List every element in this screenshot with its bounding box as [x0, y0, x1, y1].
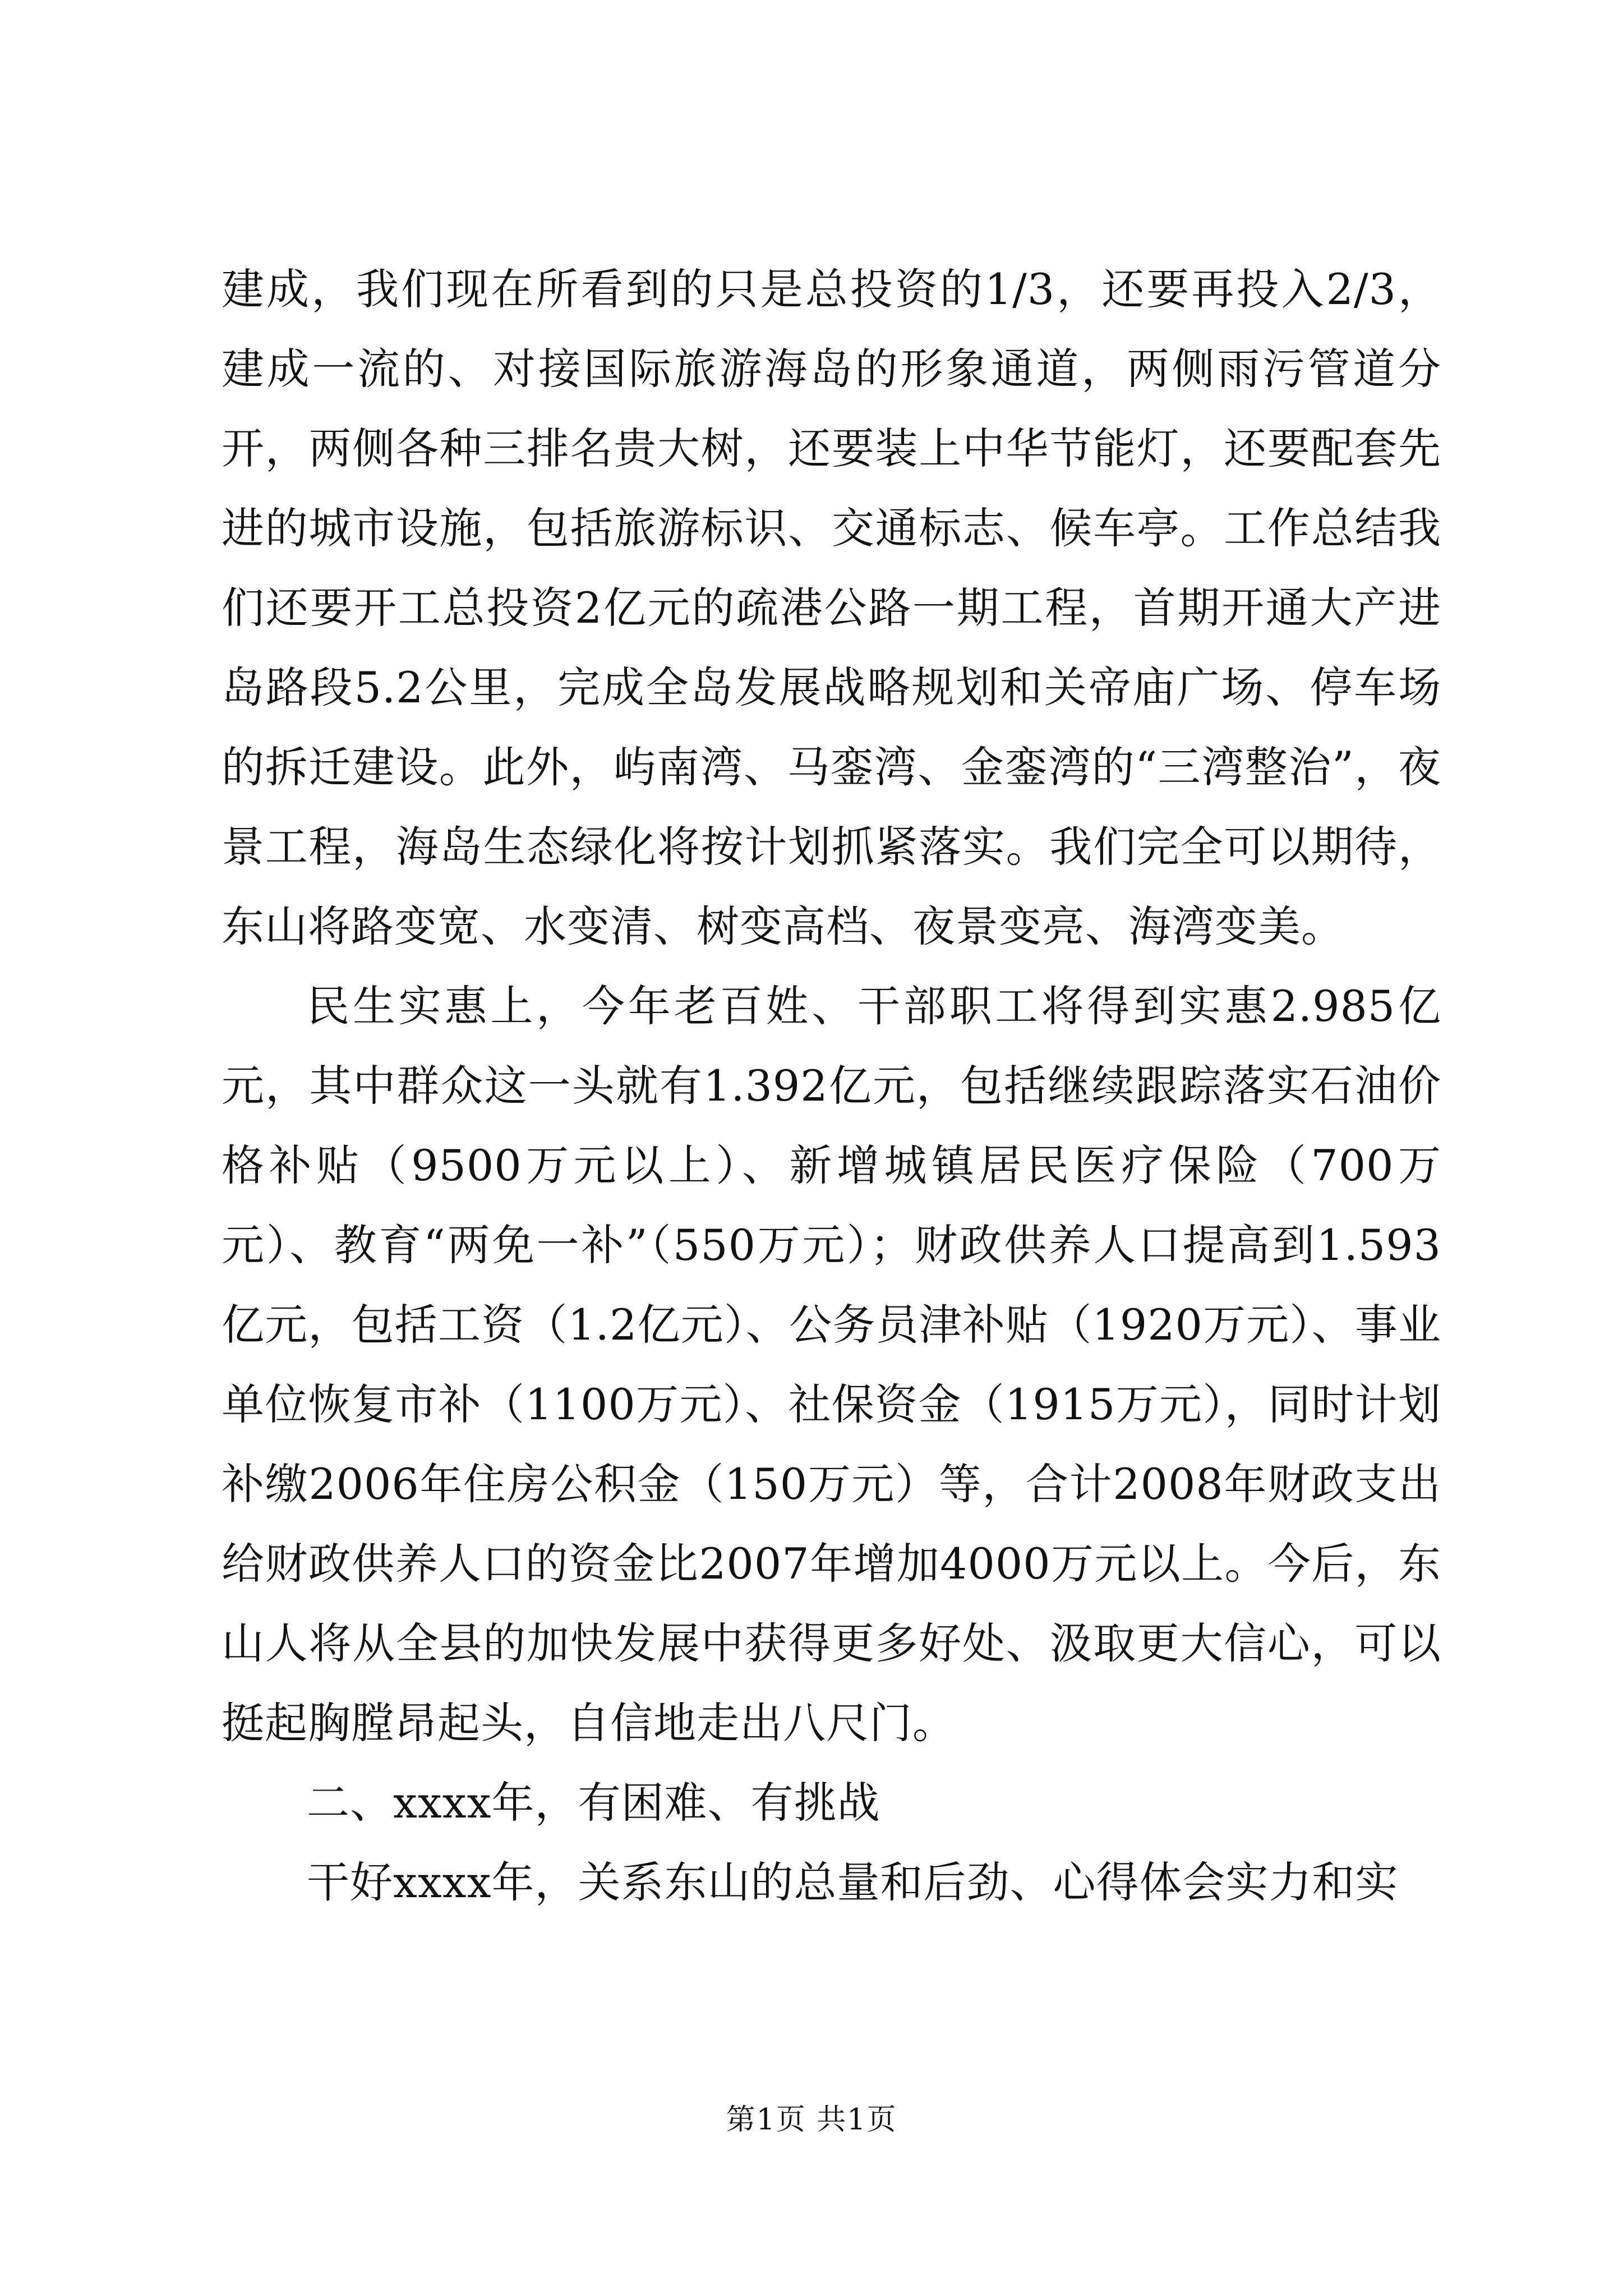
section-heading-2: 二、xxxx年，有困难、有挑战: [307, 1778, 880, 1828]
paragraph-section-2-start: 干好xxxx年，关系东山的总量和后劲、心得体会实力和实: [307, 1857, 1399, 1907]
paragraph-continuation: 建成，我们现在所看到的只是总投资的1/3，还要再投入2/3，建成一流的、对接国际旅游海岛的形象通道，两侧雨污管道分开，两侧各种三排名贵大树，还要装上中华节能灯，还要配套先进的城市设施，包括旅游标识、交通标志、候车亭。工作总结我们还要开工总投资2亿元的疏港公路一期工程，首期开通大产进岛路段5.2公里，完成全岛发展战略规划和关帝庙广场、停车场的拆迁建设。此外，屿南湾、马銮湾、金銮湾的“三湾整治”，夜景工程，海岛生态绿化将按计划抓紧落实。我们完全可以期待，东山将路变宽、水变清、树变高档、夜景变亮、海湾变美。: [222, 264, 1441, 951]
document-body: [222, 250, 1441, 1922]
paragraph-livelihood-benefits: 民生实惠上，今年老百姓、干部职工将得到实惠2.985亿元，其中群众这一头就有1.392亿元，包括继续跟踪落实石油价格补贴（9500万元以上）、新增城镇居民医疗保险（700万元）、教育“两免一补”（550万元）；财政供养人口提高到1.593亿元，包括工资（1.2亿元）、公务员津补贴（1920万元）、事业单位恢复市补（1100万元）、社保资金（1915万元），同时计划补缴2006年住房公积金（150万元）等，合计2008年财政支出给财政供养人口的资金比2007年增加4000万元以上。今后，东山人将从全县的加快发展中获得更多好处、汲取更大信心，可以挺起胸膛昂起头，自信地走出八尺门。: [222, 981, 1441, 1748]
page-number-label: 第1页 共1页: [726, 2103, 897, 2137]
page-footer: [0, 2100, 1623, 2139]
